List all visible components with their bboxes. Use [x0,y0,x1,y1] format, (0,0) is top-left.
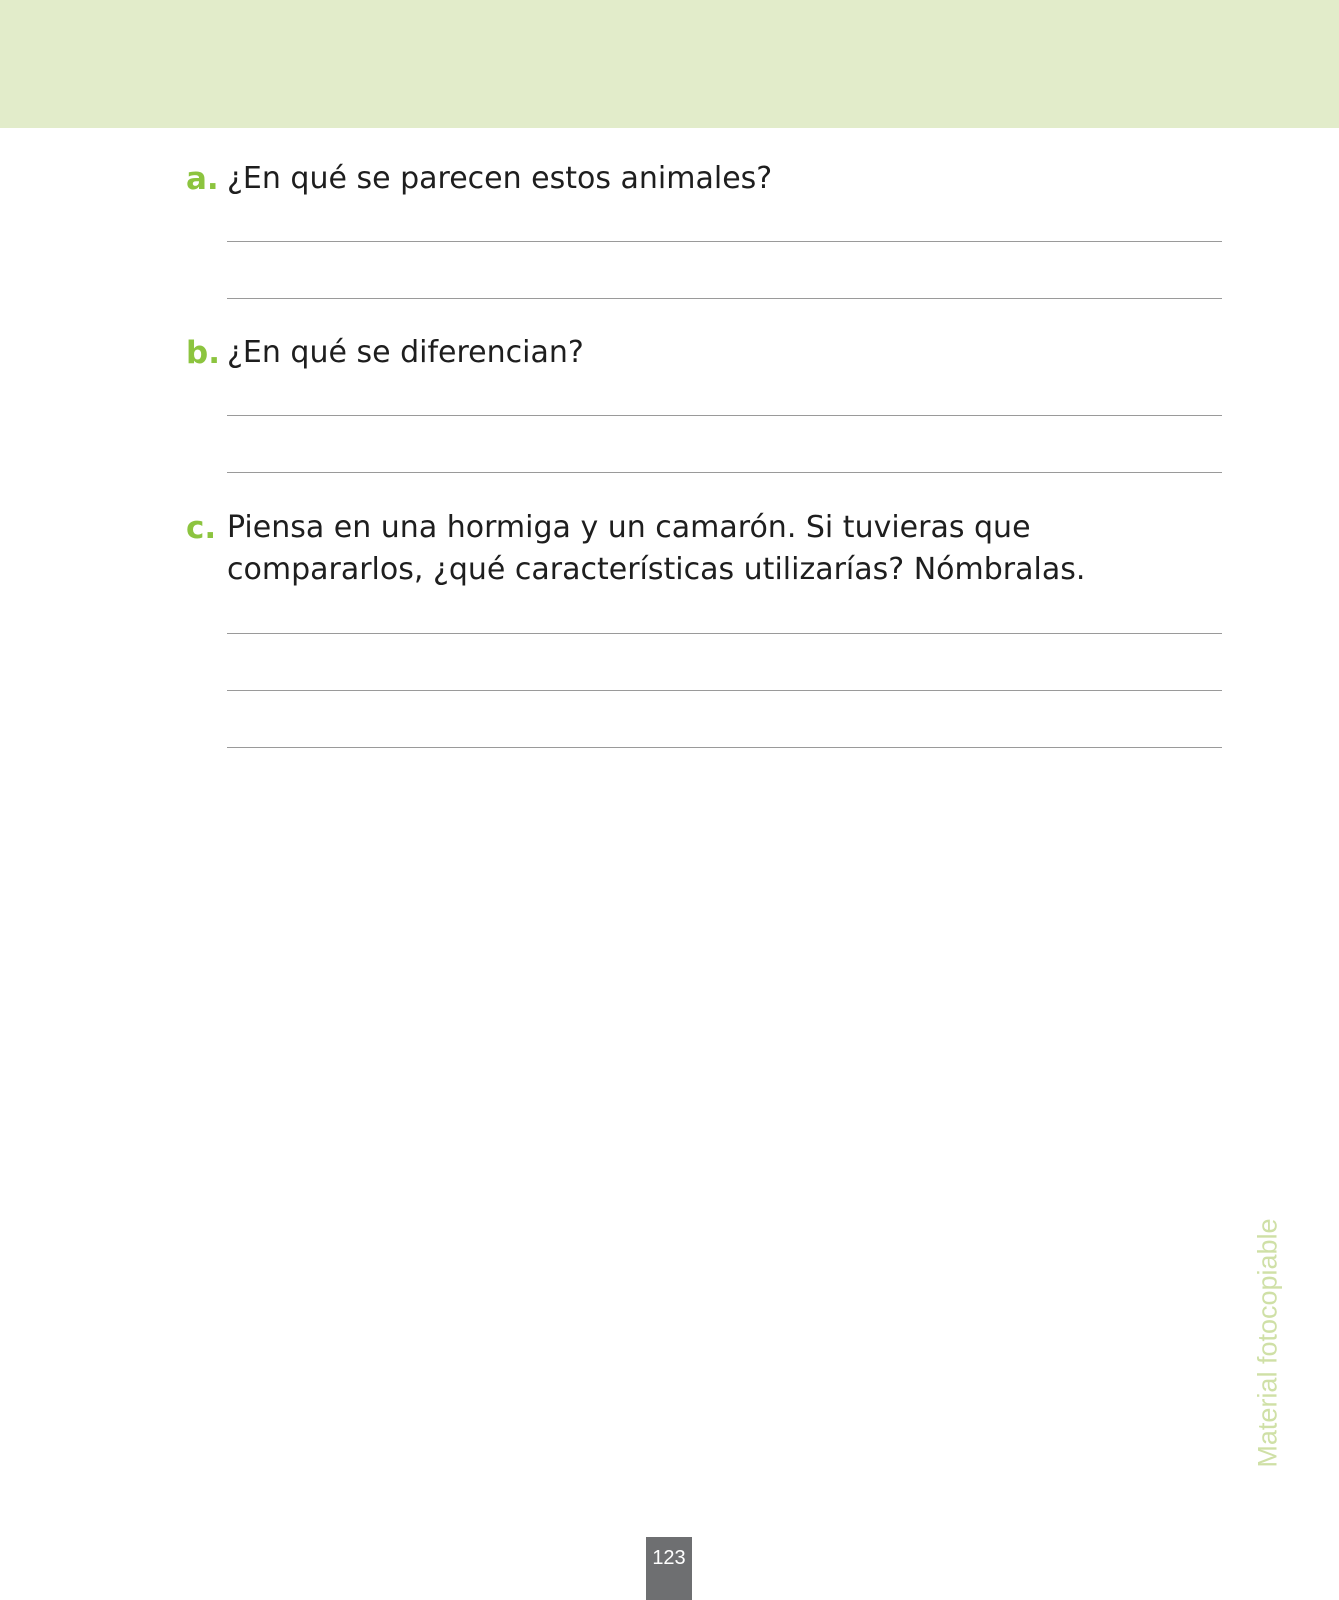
answer-line[interactable] [227,633,1222,634]
answer-line[interactable] [227,298,1222,299]
question-letter: c. [186,510,217,546]
photocopiable-label: Material fotocopiable [1252,1218,1283,1468]
page-number: 123 [652,1547,686,1569]
page-number-box [646,1537,692,1600]
question-letter: a. [186,161,219,197]
answer-line[interactable] [227,415,1222,416]
answer-line[interactable] [227,241,1222,242]
header-band [0,0,1339,128]
answer-line[interactable] [227,690,1222,691]
question-text: ¿En qué se diferencian? [227,335,584,370]
question-text: ¿En qué se parecen estos animales? [227,161,773,196]
question-letter: b. [186,335,220,371]
answer-line[interactable] [227,472,1222,473]
answer-line[interactable] [227,747,1222,748]
question-text: Piensa en una hormiga y un camarón. Si tuvieras que compararlos, ¿qué características utilizarías? Nómbralas. [227,510,1086,587]
